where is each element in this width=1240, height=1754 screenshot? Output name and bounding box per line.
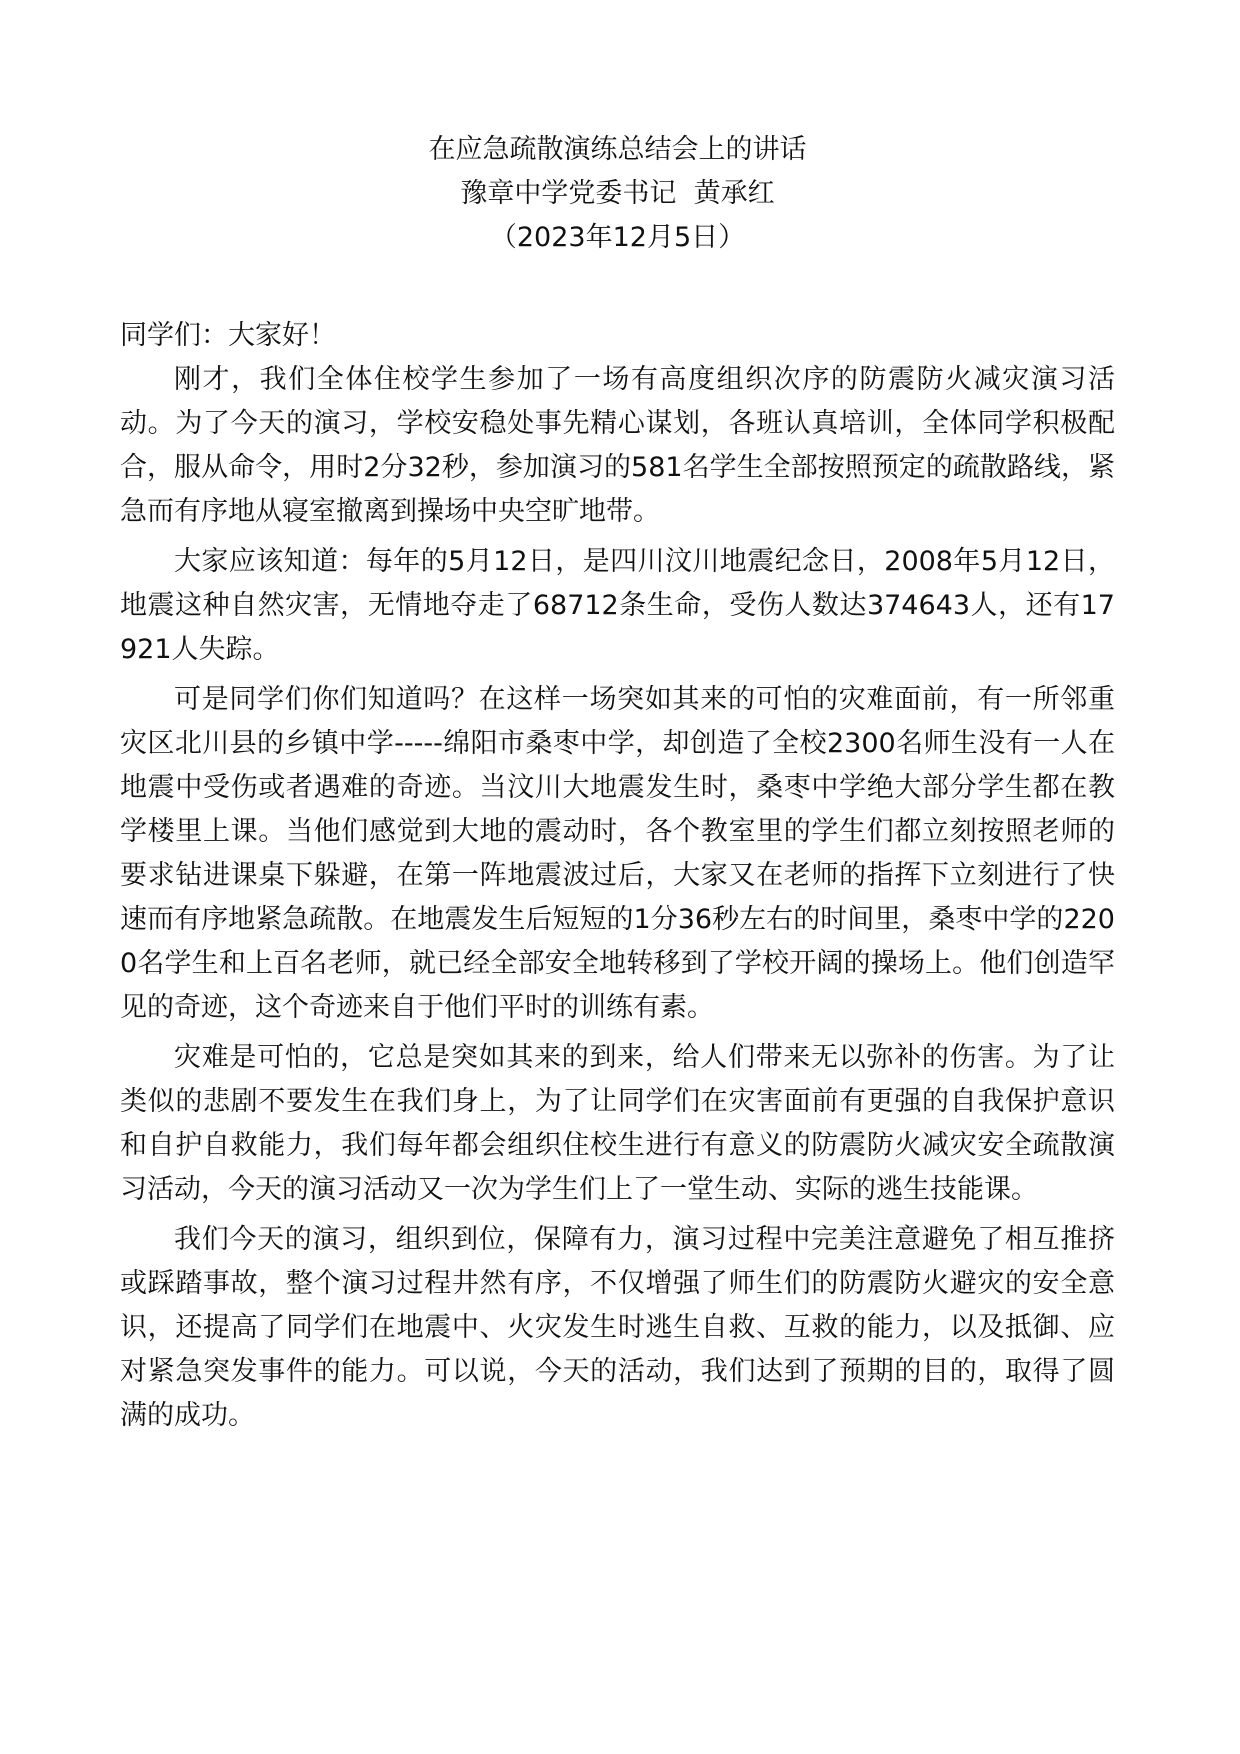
paragraph-5: 我们今天的演习，组织到位，保障有力，演习过程中完美注意避免了相互推挤或踩踏事故，整个演习过程井然有序，不仅增强了师生们的防震防火避灾的安全意识，还提高了同学们在地震中、火灾发生时逃生自救、互救的能力，以及抵御、应对紧急突发事件的能力。可以说，今天的活动，我们达到了预期的目的，取得了圆满的成功。 <box>120 1224 1115 1431</box>
speaker-line: 豫章中学党委书记 黄承红 <box>460 178 775 209</box>
paragraph-1: 刚才，我们全体住校学生参加了一场有高度组织次序的防震防火减灾演习活动。为了今天的演习，学校安稳处事先精心谋划，各班认真培训，全体同学积极配合，服从命令，用时2分32秒，参加演习的581名学生全部按照预定的疏散路线，紧急而有序地从寝室撤离到操场中央空旷地带。 <box>120 364 1115 527</box>
speech-date: （2023年12月5日） <box>489 222 746 253</box>
document-title: 在应急疏散演练总结会上的讲话 <box>428 134 807 165</box>
greeting: 同学们：大家好！ <box>120 320 336 351</box>
paragraph-2: 大家应该知道：每年的5月12日，是四川汶川地震纪念日，2008年5月12日，地震这种自然灾害，无情地夺走了68712条生命，受伤人数达374643人，还有17921人失踪。 <box>120 546 1115 665</box>
paragraph-3: 可是同学们你们知道吗？在这样一场突如其来的可怕的灾难面前，有一所邻重灾区北川县的乡镇中学-----绵阳市桑枣中学，却创造了全校2300名师生没有一人在地震中受伤或者遇难的奇迹。当汶川大地震发生时，桑枣中学绝大部分学生都在教学楼里上课。当他们感觉到大地的震动时，各个教室里的学生们都立刻按照老师的要求钻进课桌下躲避，在第一阵地震波过后，大家又在老师的指挥下立刻进行了快速而有序地紧急疏散。在地震发生后短短的1分36秒左右的时间里，桑枣中学的2200名学生和上百名老师，就已经全部安全地转移到了学校开阔的操场上。他们创造罕见的奇迹，这个奇迹来自于他们平时的训练有素。 <box>120 684 1115 1023</box>
paragraph-4: 灾难是可怕的，它总是突如其来的到来，给人们带来无以弥补的伤害。为了让类似的悲剧不要发生在我们身上，为了让同学们在灾害面前有更强的自我保护意识和自护自救能力，我们每年都会组织住校生进行有意义的防震防火减灾安全疏散演习活动，今天的演习活动又一次为学生们上了一堂生动、实际的逃生技能课。 <box>120 1042 1115 1205</box>
document-header <box>120 128 1115 260</box>
